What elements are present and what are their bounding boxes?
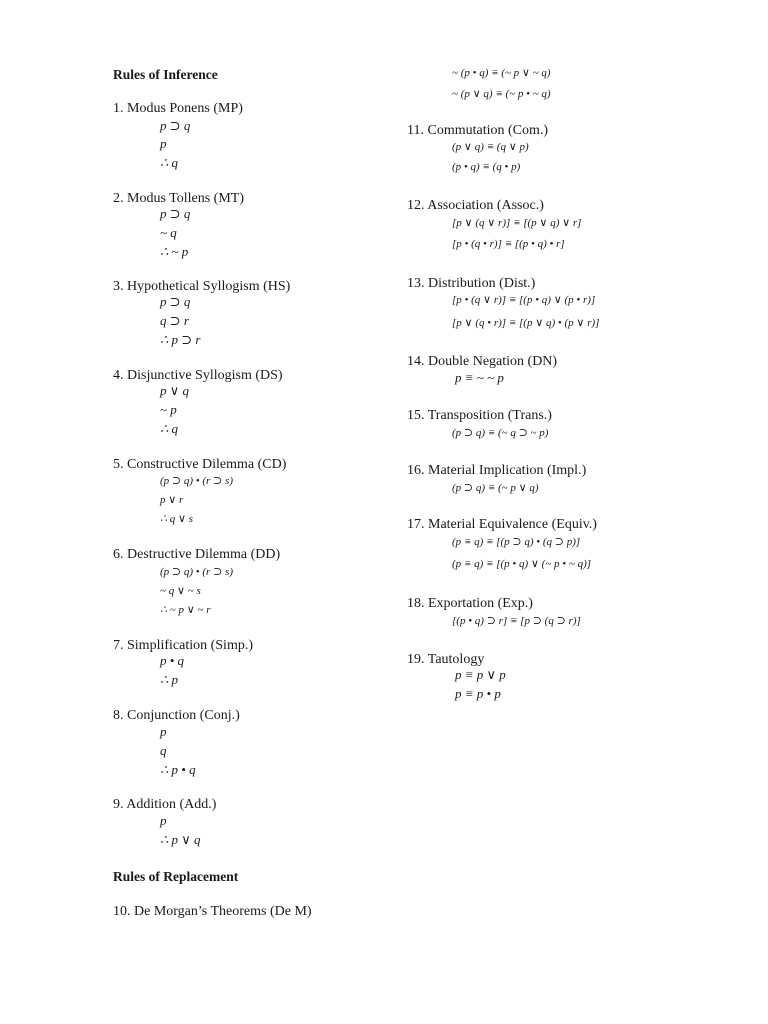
rule-title: 4. Disjunctive Syllogism (DS) bbox=[113, 368, 283, 383]
conclusion: ∴ ~ p ∨ ~ r bbox=[160, 604, 211, 616]
conclusion: ∴ ~ p bbox=[160, 244, 189, 259]
rule-title: 3. Hypothetical Syllogism (HS) bbox=[113, 279, 291, 294]
premise-2: ~ q bbox=[160, 225, 177, 240]
premise-2: q bbox=[160, 743, 167, 758]
conclusion: ∴ p ⊃ r bbox=[160, 332, 201, 347]
formula-2: (p • q) ≡ (q • p) bbox=[452, 161, 521, 173]
premise-1: p ⊃ q bbox=[160, 118, 191, 133]
premise-1: p • q bbox=[160, 653, 185, 668]
premise-2: p bbox=[160, 136, 167, 151]
premise-1: p ⊃ q bbox=[160, 294, 191, 309]
conclusion: ∴ q ∨ s bbox=[160, 513, 194, 525]
premise-2: ~ q ∨ ~ s bbox=[160, 585, 201, 597]
rule-title: 17. Material Equivalence (Equiv.) bbox=[407, 517, 597, 532]
formula-1: (p ≡ q) ≡ [(p ⊃ q) • (q ⊃ p)] bbox=[452, 536, 581, 548]
formula-1: [(p • q) ⊃ r] ≡ [p ⊃ (q ⊃ r)] bbox=[452, 615, 581, 627]
conclusion: ∴ p ∨ q bbox=[160, 832, 201, 847]
formula-1: [p ∨ (q ∨ r)] ≡ [(p ∨ q) ∨ r] bbox=[452, 217, 582, 229]
conclusion: ∴ q bbox=[160, 155, 179, 170]
rule-title: 18. Exportation (Exp.) bbox=[407, 596, 533, 611]
formula-2: ~ (p ∨ q) ≡ (~ p • ~ q) bbox=[452, 88, 551, 100]
rule-title: 19. Tautology bbox=[407, 652, 485, 667]
rule-de-morgan-title: 10. De Morgan’s Theorems (De M) bbox=[113, 904, 312, 919]
rule-title: 5. Constructive Dilemma (CD) bbox=[113, 457, 287, 472]
rule-title: 11. Commutation (Com.) bbox=[407, 123, 549, 138]
formula-2: [p ∨ (q • r)] ≡ [(p ∨ q) • (p ∨ r)] bbox=[452, 317, 600, 329]
rules-of-inference-heading: Rules of Inference bbox=[113, 67, 218, 82]
formula-1: (p ⊃ q) ≡ (~ p ∨ q) bbox=[452, 482, 539, 494]
premise-1: p ∨ q bbox=[160, 383, 190, 398]
formula-1: (p ∨ q) ≡ (q ∨ p) bbox=[452, 141, 529, 153]
rule-title: 8. Conjunction (Conj.) bbox=[113, 708, 240, 723]
rule-title: 1. Modus Ponens (MP) bbox=[113, 101, 243, 116]
formula-1: p ≡ p ∨ p bbox=[455, 667, 506, 682]
conclusion: ∴ p • q bbox=[160, 762, 196, 777]
premise-2: ~ p bbox=[160, 402, 177, 417]
rule-title: 15. Transposition (Trans.) bbox=[407, 408, 552, 423]
formula-1: [p • (q ∨ r)] ≡ [(p • q) ∨ (p • r)] bbox=[452, 294, 596, 306]
premise-1: (p ⊃ q) • (r ⊃ s) bbox=[160, 475, 233, 487]
formula-1: (p ⊃ q) ≡ (~ q ⊃ ~ p) bbox=[452, 427, 549, 439]
rule-title: 2. Modus Tollens (MT) bbox=[113, 191, 244, 206]
rule-title: 16. Material Implication (Impl.) bbox=[407, 463, 587, 478]
formula-2: [p • (q • r)] ≡ [(p • q) • r] bbox=[452, 238, 565, 250]
formula-1: ~ (p • q) ≡ (~ p ∨ ~ q) bbox=[452, 67, 551, 79]
premise-2: q ⊃ r bbox=[160, 313, 189, 328]
premise-1: p bbox=[160, 724, 167, 739]
rule-title: 7. Simplification (Simp.) bbox=[113, 638, 253, 653]
formula-1: p ≡ ~ ~ p bbox=[455, 370, 504, 385]
conclusion: ∴ p bbox=[160, 672, 179, 687]
rule-title: 6. Destructive Dilemma (DD) bbox=[113, 547, 281, 562]
conclusion: ∴ q bbox=[160, 421, 179, 436]
premise-1: p bbox=[160, 813, 167, 828]
rule-title: 13. Distribution (Dist.) bbox=[407, 276, 536, 291]
rule-title: 9. Addition (Add.) bbox=[113, 797, 217, 812]
premise-2: p ∨ r bbox=[160, 494, 184, 506]
premise-1: p ⊃ q bbox=[160, 206, 191, 221]
premise-1: (p ⊃ q) • (r ⊃ s) bbox=[160, 566, 233, 578]
rule-title: 12. Association (Assoc.) bbox=[407, 198, 544, 213]
rules-of-replacement-heading: Rules of Replacement bbox=[113, 869, 239, 884]
rule-title: 14. Double Negation (DN) bbox=[407, 354, 558, 369]
formula-2: (p ≡ q) ≡ [(p • q) ∨ (~ p • ~ q)] bbox=[452, 558, 592, 570]
formula-2: p ≡ p • p bbox=[455, 686, 501, 701]
